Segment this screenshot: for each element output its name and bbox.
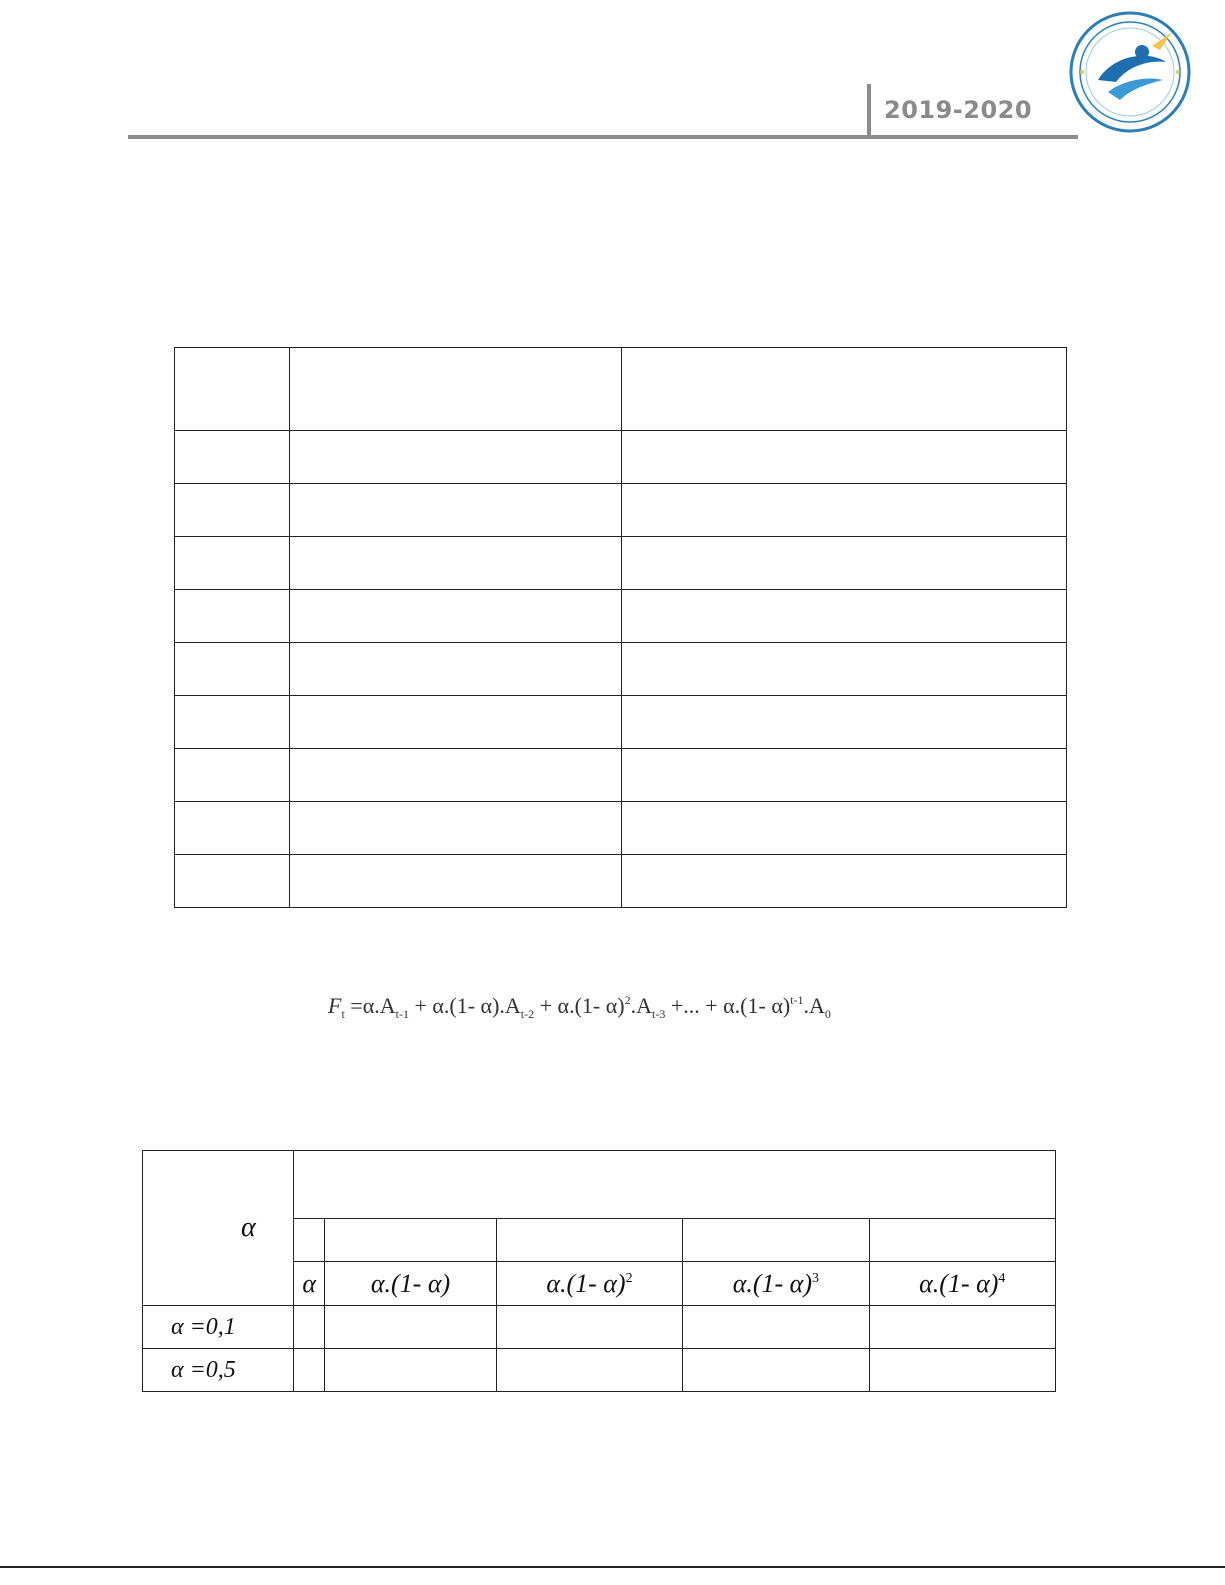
- table-cell: [683, 1349, 869, 1392]
- table-cell: [290, 348, 622, 431]
- table-cell: [325, 1219, 496, 1262]
- formula-term: +... + α.(1- α): [670, 993, 791, 1018]
- table-row: [175, 590, 1067, 643]
- table-row: [175, 537, 1067, 590]
- table-cell: [622, 431, 1067, 484]
- weight-column-label: [496, 1262, 682, 1306]
- alpha-row-label: [143, 1306, 294, 1349]
- table-cell: [622, 855, 1067, 908]
- table-cell: [290, 484, 622, 537]
- table-cell: [290, 431, 622, 484]
- table-row: [175, 855, 1067, 908]
- table-cell: [294, 1306, 325, 1349]
- table-cell: [175, 431, 290, 484]
- table-cell: [622, 643, 1067, 696]
- table-cell: [175, 484, 290, 537]
- table-cell: [622, 802, 1067, 855]
- table-cell: [869, 1306, 1055, 1349]
- weight-label-sup: 2: [625, 1270, 633, 1286]
- table-cell: [175, 802, 290, 855]
- table-cell: [622, 590, 1067, 643]
- table-cell: [175, 590, 290, 643]
- table-cell: [290, 590, 622, 643]
- university-seal-icon: [1068, 10, 1192, 134]
- table-row: [175, 749, 1067, 802]
- weight-label-text: α.(1- α): [732, 1268, 812, 1298]
- formula-term: =α.A: [350, 993, 396, 1018]
- weight-label-text: α: [302, 1268, 316, 1298]
- table-row: [175, 484, 1067, 537]
- weight-label-sup: 4: [998, 1270, 1006, 1286]
- table-cell: [496, 1306, 682, 1349]
- weight-label-text: α.(1- α): [919, 1268, 999, 1298]
- table-cell: [325, 1306, 496, 1349]
- table-cell: [175, 643, 290, 696]
- alpha-corner-cell: [143, 1151, 294, 1306]
- table-cell: [622, 537, 1067, 590]
- weight-label-sup: 3: [812, 1270, 819, 1286]
- table-cell: [294, 1219, 325, 1262]
- table-cell: [175, 537, 290, 590]
- formula-term-sub: t-2: [520, 1007, 535, 1021]
- empty-data-table-1: [174, 347, 1067, 908]
- weight-column-label: [683, 1262, 869, 1306]
- weight-label-text: α.(1- α): [370, 1268, 451, 1298]
- header-rule: [128, 135, 1078, 139]
- formula-lhs: F: [328, 993, 342, 1018]
- table-cell: [683, 1306, 869, 1349]
- table-cell: [290, 696, 622, 749]
- weight-column-label: [325, 1262, 496, 1306]
- alpha-row-label: [143, 1349, 294, 1392]
- table-row: [175, 802, 1067, 855]
- formula-term: .A: [630, 993, 652, 1018]
- table-cell: [290, 537, 622, 590]
- formula-term: + α.(1- α).A: [414, 993, 521, 1018]
- formula-lhs-sub: t: [341, 1007, 345, 1021]
- table-row: [175, 696, 1067, 749]
- table-cell: [622, 484, 1067, 537]
- header-divider-vertical: [867, 84, 871, 138]
- table-cell: [622, 348, 1067, 431]
- header-year: 2019-2020: [884, 96, 1033, 124]
- table-cell: [496, 1219, 682, 1262]
- formula-term: .A: [803, 993, 825, 1018]
- table-cell: [294, 1151, 1056, 1219]
- table-header-row: [143, 1151, 1056, 1219]
- table-cell: [175, 348, 290, 431]
- table-cell: [175, 749, 290, 802]
- page-bottom-rule: [0, 1566, 1225, 1568]
- table-cell: [290, 855, 622, 908]
- table-row: [175, 643, 1067, 696]
- smoothing-weights-table: [142, 1150, 1056, 1392]
- table-cell: [325, 1349, 496, 1392]
- formula-term-sup: t-1: [790, 993, 804, 1007]
- formula-term-sub: t-1: [395, 1007, 409, 1021]
- table-cell: [175, 696, 290, 749]
- weight-label-text: α.(1- α): [546, 1268, 626, 1298]
- table-header-row: [175, 348, 1067, 431]
- weight-column-label: [294, 1262, 325, 1306]
- table-row: [143, 1349, 1056, 1392]
- table-row: [143, 1306, 1056, 1349]
- formula-term-sub: t-3: [651, 1007, 666, 1021]
- table-cell: [622, 696, 1067, 749]
- table-cell: [869, 1349, 1055, 1392]
- formula-term-sup: 2: [624, 993, 631, 1007]
- table-cell: [622, 749, 1067, 802]
- table-cell: [294, 1349, 325, 1392]
- alpha-row-label-text: α =0,1: [171, 1313, 236, 1340]
- table-cell: [290, 643, 622, 696]
- table-row: [175, 431, 1067, 484]
- weight-column-label: [869, 1262, 1055, 1306]
- table-cell: [290, 749, 622, 802]
- alpha-row-label-text: α =0,5: [171, 1356, 236, 1383]
- formula-term-sub: 0: [824, 1007, 831, 1021]
- table-cell: [290, 802, 622, 855]
- table-cell: [683, 1219, 869, 1262]
- alpha-corner-label: α: [241, 1212, 256, 1243]
- exponential-smoothing-formula: [328, 993, 831, 1022]
- formula-term: + α.(1- α): [539, 993, 625, 1018]
- table-cell: [175, 855, 290, 908]
- table-cell: [869, 1219, 1055, 1262]
- table-cell: [496, 1349, 682, 1392]
